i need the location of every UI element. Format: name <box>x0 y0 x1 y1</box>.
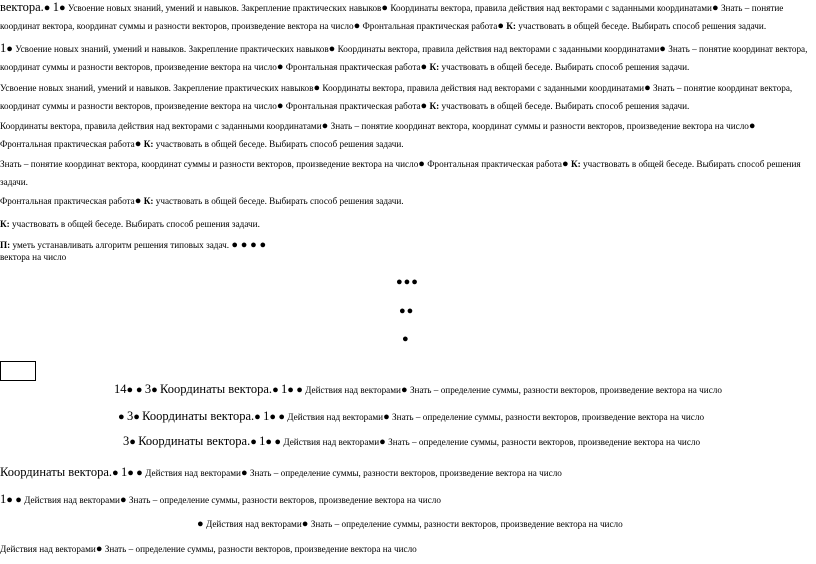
bullet-icon: ● <box>420 60 428 73</box>
bullet-icon: ● <box>134 137 142 150</box>
text-content: Координаты вектора, правила действия над векторами с заданными координатами <box>390 3 712 13</box>
bullet-icon: ● <box>269 411 277 423</box>
bottom-row-4 <box>0 465 562 480</box>
text-k-content: участвовать в общей беседе. Выбирать способ решения задачи. <box>441 100 690 111</box>
text-row-1 <box>0 0 808 35</box>
text-coordinates: Координаты вектора. <box>160 382 273 396</box>
text-lesson-type: Усвоение новых знаний, умений и навыков. Закрепление практических навыков <box>0 83 314 93</box>
text-one: 1 <box>281 382 288 396</box>
bullet-icon: ● <box>15 494 22 506</box>
bottom-row-3 <box>123 434 700 449</box>
text-actions: Действия над векторами <box>283 437 380 447</box>
text-k-content: участвовать в общей беседе. Выбирать способ решения задачи. <box>0 159 801 187</box>
bullet-icon: ● <box>379 436 386 448</box>
text-know: Знать – понятие координат вектора, координат суммы и разности векторов, произведение вектора на число <box>0 44 808 72</box>
bullet-icon: ● <box>313 82 321 94</box>
bullet-icon: ● <box>296 384 303 396</box>
text-coordinates: Координаты вектора. <box>138 434 251 448</box>
bullet-icon: ● <box>6 43 13 55</box>
bullet-icon: ● <box>659 43 666 55</box>
text-k-content: участвовать в общей беседе. Выбирать способ решения задачи. <box>441 61 690 72</box>
text-num-14: 14 <box>114 382 127 396</box>
text-know: Знать – определение суммы, разности векторов, произведение вектора на число <box>310 519 623 529</box>
text-k-label: К: <box>143 138 154 149</box>
bullet-icon: ● <box>43 2 51 14</box>
text-one: 1 <box>263 409 270 423</box>
text-vector-by-number: вектора на число <box>0 252 67 262</box>
bottom-row-2 <box>118 409 704 424</box>
text-actions: Действия над векторами <box>287 412 384 422</box>
bullet-icon: ● <box>278 411 285 423</box>
text-know: Знать – определение суммы, разности векторов, произведение вектора на число <box>409 385 722 395</box>
bottom-row-1 <box>114 382 722 397</box>
text-row-2 <box>0 40 808 76</box>
text-one: 1 <box>120 465 128 479</box>
bullet-icon: ● <box>118 411 125 423</box>
text-p-label: П: <box>0 240 11 250</box>
text-actions: Действия над векторами <box>145 468 241 478</box>
text-row-6 <box>0 193 808 211</box>
text-form: Фронтальная практическая работа <box>362 20 498 31</box>
text-actions: Действия над векторами <box>305 385 401 395</box>
bullet-icon: ● <box>418 158 425 170</box>
text-coordinates: Координаты вектора. <box>142 409 255 423</box>
text-num-3: 3 <box>123 434 130 448</box>
bullet-icon: ● <box>119 494 127 506</box>
empty-frame <box>0 361 36 381</box>
bullet-icon: ● <box>129 436 136 448</box>
bullet-icon: ● <box>562 158 569 170</box>
text-one: 1 <box>0 492 7 506</box>
text-know: Знать – понятие координат вектора, координат суммы и разности векторов, произведение вектора на число <box>0 83 793 111</box>
text-know: Знать – определение суммы, разности векторов, произведение вектора на число <box>388 437 701 447</box>
bullet-icon: ● <box>134 195 142 207</box>
text-num-3: 3 <box>144 382 152 396</box>
bullet-icon: ● <box>240 467 248 479</box>
bullet-icon: ● <box>644 82 651 94</box>
text-one: 1 <box>259 434 266 448</box>
bullet-icons-2: ●● <box>399 305 415 317</box>
text-form: Фронтальная практическая работа <box>285 100 421 111</box>
bottom-row-6 <box>197 518 623 530</box>
text-row-3 <box>0 80 808 115</box>
bullet-icon: ● <box>250 436 257 448</box>
text-actions: Действия над векторами <box>24 495 120 505</box>
text-know: Знать – определение суммы, разности векторов, произведение вектора на число <box>104 544 417 554</box>
bullet-icon: ● <box>6 494 13 506</box>
bullet-icons: ● ● ● ● <box>231 239 267 251</box>
text-form: Фронтальная практическая работа <box>285 61 421 72</box>
bullet-icon: ● <box>127 467 134 479</box>
bullet-icon: ● <box>301 518 309 530</box>
text-k-label: К: <box>143 196 154 206</box>
bullet-icons-3: ●●● <box>396 276 419 288</box>
bullet-icon: ● <box>381 2 389 14</box>
text-content: Координаты вектора, правила действия над векторами с заданными координатами <box>322 83 645 93</box>
bottom-row-7 <box>0 543 417 555</box>
bullet-icon: ● <box>328 43 336 55</box>
bullet-icon: ● <box>276 60 284 73</box>
text-num-3: 3 <box>126 409 134 423</box>
text-know: Знать – понятие координат вектора, координат суммы и разности векторов, произведение вектора на число <box>330 121 749 131</box>
text-vectors: вектора. <box>0 0 44 14</box>
bullet-icon: ● <box>265 436 273 448</box>
bullet-icon: ● <box>95 543 103 555</box>
text-actions: Действия над векторами <box>205 519 302 529</box>
bottom-row-5 <box>0 492 441 507</box>
text-actions: Действия над векторами <box>0 544 96 554</box>
bullet-icon: ● <box>287 384 294 396</box>
bullet-icon: ● <box>197 518 204 530</box>
bullet-icon: ● <box>274 436 282 448</box>
text-content: Координаты вектора, правила действия над векторами с заданными координатами <box>337 44 660 54</box>
bullet-icon: ● <box>151 384 158 396</box>
bullet-icon: ● <box>276 99 284 112</box>
text-lesson-type: Усвоение новых знаний, умений и навыков. Закрепление практических навыков <box>67 3 382 13</box>
bullet-icon: ● <box>711 2 719 14</box>
bullet-icon: ● <box>353 19 361 32</box>
text-coordinates: Координаты вектора. <box>0 465 113 479</box>
text-k-label: К: <box>429 61 440 72</box>
text-row-5 <box>0 156 808 191</box>
text-know: Знать – определение суммы, разности векторов, произведение вектора на число <box>392 412 705 422</box>
text-content: Координаты вектора, правила действия над векторами с заданными координатами <box>0 121 322 131</box>
bullet-icon: ● <box>136 467 143 479</box>
bullet-icon: ● <box>133 411 140 423</box>
text-k-label: К: <box>506 20 516 31</box>
text-form: Фронтальная практическая работа <box>0 138 135 149</box>
text-k-content: участвовать в общей беседе. Выбирать способ решения задачи. <box>155 138 404 149</box>
text-know: Знать – определение суммы, разности векторов, произведение вектора на число <box>249 468 562 478</box>
text-one: 1 <box>52 0 59 14</box>
bullet-icon: ● <box>748 120 756 132</box>
text-one: 1 <box>0 41 7 55</box>
bullet-icon: ● <box>321 120 329 132</box>
text-k-label: К: <box>570 159 581 169</box>
text-know: Знать – понятие координат вектора, координат суммы и разности векторов, произведение вектора на число <box>0 3 784 31</box>
bullet-icon: ● <box>400 384 408 396</box>
text-k-label: К: <box>429 100 440 111</box>
bullet-icon: ● <box>254 411 261 423</box>
text-lesson-type: Усвоение новых знаний, умений и навыков. Закрепление практических навыков <box>15 44 329 54</box>
bullet-icon-1: ● <box>402 333 409 345</box>
text-know: Знать – определение суммы, разности векторов, произведение вектора на число <box>128 495 441 505</box>
bullet-icon: ● <box>420 99 428 112</box>
text-k-label: К: <box>0 219 10 229</box>
bullet-icon: ● <box>272 384 279 396</box>
bullet-icon: ● <box>112 467 119 479</box>
bullet-icon: ● <box>58 2 66 14</box>
bullet-icon: ● <box>383 411 390 423</box>
text-k-content: участвовать в общей беседе. Выбирать способ решения задачи. <box>12 219 260 229</box>
text-k-content: участвовать в общей беседе. Выбирать способ решения задачи. <box>518 20 767 31</box>
text-row-4 <box>0 118 808 153</box>
text-form: Фронтальная практическая работа <box>0 196 135 206</box>
bullet-icon: ● <box>497 19 504 32</box>
bullet-icons: ● ● <box>126 384 143 396</box>
text-form: Фронтальная практическая работа <box>427 159 563 169</box>
text-row-8 <box>0 239 808 263</box>
text-row-7 <box>0 216 808 234</box>
text-k-content: участвовать в общей беседе. Выбирать способ решения задачи. <box>155 196 404 206</box>
text-know: Знать – понятие координат вектора, координат суммы и разности векторов, произведение вектора на число <box>0 159 419 169</box>
text-p-content: уметь устанавливать алгоритм решения типовых задач. <box>12 240 230 250</box>
